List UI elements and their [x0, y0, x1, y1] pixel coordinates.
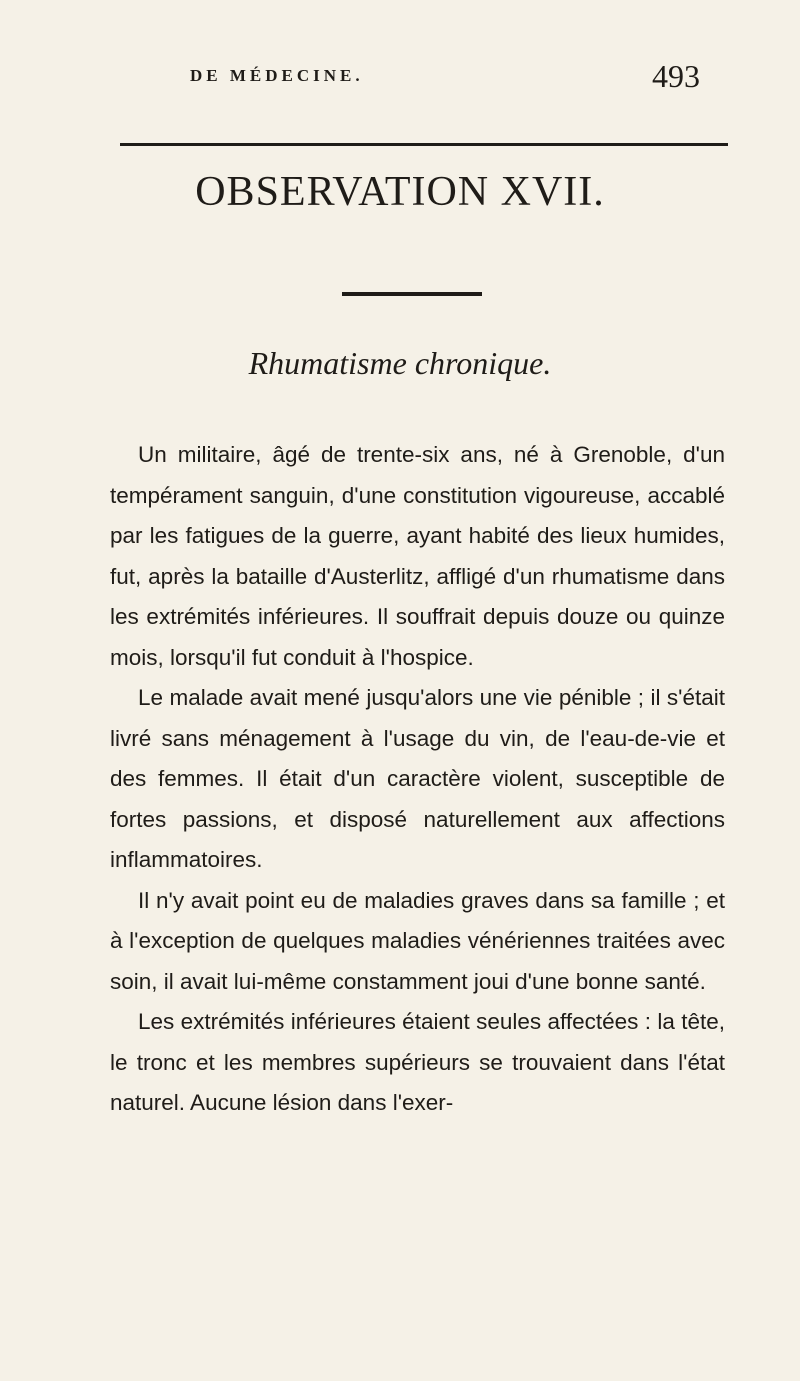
paragraph-1: Un militaire, âgé de trente-six ans, né à Grenoble, d'un tempérament sanguin, d'une constitution vigoureuse, accablé par les fatigues de la guerre, ayant habité des lieux humides, fut, après la bataille d'Austerlitz, affligé d'un rhumatisme dans les extrémités inférieures. Il souffrait depuis douze ou quinze mois, lorsqu'il fut conduit à l'hospice. [110, 442, 725, 670]
section-divider [342, 292, 482, 296]
running-head [180, 58, 700, 102]
running-title: DE MÉDECINE. [190, 66, 364, 85]
observation-subheading: Rhumatisme chronique. [248, 345, 552, 381]
paragraph-3: Il n'y avait point eu de maladies graves dans sa famille ; et à l'exception de quelques maladies vénériennes traitées avec soin, il avait lui-même constamment joui d'une bonne santé. [110, 887, 725, 994]
header-rule [120, 143, 728, 146]
body-text [110, 435, 725, 1124]
page-number: 493 [652, 58, 700, 94]
observation-heading: OBSERVATION XVII. [195, 169, 605, 215]
paragraph-2: Le malade avait mené jusqu'alors une vie pénible ; il s'était livré sans ménagement à l'usage du vin, de l'eau-de-vie et des femmes. Il était d'un caractère violent, susceptible de fortes passions, et disposé naturellement aux affections inflammatoires. [110, 685, 725, 872]
paragraph-4: Les extrémités inférieures étaient seules affectées : la tête, le tronc et les membres supérieurs se trouvaient dans l'état naturel. Aucune lésion dans l'exer- [110, 1009, 725, 1115]
